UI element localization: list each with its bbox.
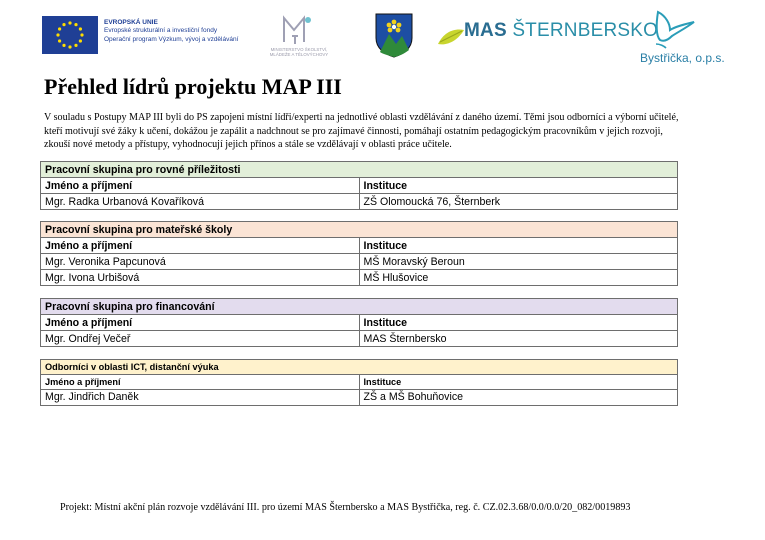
group-table-financovani	[40, 298, 678, 347]
mas-logo-text-part2: ŠTERNBERSKO	[512, 20, 659, 41]
coat-of-arms-icon	[374, 12, 414, 58]
column-header-institution: Instituce	[359, 375, 678, 390]
institution: MŠ Hlušovice	[359, 270, 678, 286]
table-row	[41, 331, 678, 347]
column-header-institution: Instituce	[359, 238, 678, 254]
msmt-logo-line1: MINISTERSTVO ŠKOLSTVÍ,	[270, 47, 328, 52]
group-table-ict	[40, 359, 678, 406]
group-title: Odborníci v oblasti ICT, distanční výuka	[41, 360, 678, 375]
person-name: Mgr. Radka Urbanová Kovaříková	[41, 194, 360, 210]
eu-logo-text	[104, 19, 254, 44]
page-title: Přehled lídrů projektu MAP III	[44, 74, 342, 99]
group-title: Pracovní skupina pro mateřské školy	[41, 222, 678, 238]
msmt-logo-text	[262, 47, 336, 57]
table-row	[41, 194, 678, 210]
msmt-logo	[262, 14, 336, 58]
person-name: Mgr. Jindřich Daněk	[41, 390, 360, 406]
table-row	[41, 270, 678, 286]
bystricka-logo	[636, 8, 732, 66]
column-header-name: Jméno a příjmení	[41, 178, 360, 194]
bystricka-logo-text: Bystřička, o.p.s.	[640, 51, 725, 65]
hummingbird-icon	[636, 8, 732, 50]
column-header-name: Jméno a příjmení	[41, 315, 360, 331]
column-header-name: Jméno a příjmení	[41, 238, 360, 254]
column-header-institution: Instituce	[359, 315, 678, 331]
footer-project-info: Projekt: Místní akční plán rozvoje vzdělávání III. pro území MAS Šternbersko a MAS Bystřička, reg. č. CZ.02.3.68/0.0/0.0/20_082/0019893	[60, 502, 631, 513]
mas-leaf-icon	[436, 18, 466, 52]
person-name: Mgr. Ivona Urbišová	[41, 270, 360, 286]
person-name: Mgr. Veronika Papcunová	[41, 254, 360, 270]
institution: ZŠ a MŠ Bohuňovice	[359, 390, 678, 406]
group-table-rovne-prilezitosti	[40, 161, 678, 210]
column-header-name: Jméno a příjmení	[41, 375, 360, 390]
table-row	[41, 254, 678, 270]
institution: ZŠ Olomoucká 76, Šternberk	[359, 194, 678, 210]
eu-logo-line1: EVROPSKÁ UNIE	[104, 19, 158, 26]
mas-logo-text-part1: MAS	[464, 20, 513, 41]
msmt-emblem-icon	[262, 14, 336, 46]
eu-flag-icon	[42, 16, 98, 54]
group-title: Pracovní skupina pro rovné příležitosti	[41, 162, 678, 178]
group-table-materske-skoly	[40, 221, 678, 286]
intro-paragraph: V souladu s Postupy MAP III byli do PS zapojeni místní lídři/experti na jednotlivé oblasti vzdělávání z daného území. Těmi jsou odborníci a výborní učitelé, kteří motivují své žáky k učení, dokážou je zapálit a nadchnout se pro zajímavé činnosti, pomáhají ostatním pedagogickým pracovníkům v jejich rozvoji, zkouší nové metody a přístupy, vyhodnocují jejich přínos a stále se vzdělávají v oblasti práce učitele.	[44, 112, 679, 150]
logo-bar	[0, 0, 765, 70]
msmt-logo-line2: MLÁDEŽE A TĚLOVÝCHOVY	[269, 52, 329, 57]
eu-logo	[42, 16, 252, 54]
eu-logo-line2: Evropské strukturální a investiční fondy	[104, 27, 218, 35]
mas-sternbersko-logo	[436, 16, 659, 50]
mas-logo-text	[464, 20, 658, 42]
table-row	[41, 390, 678, 406]
column-header-institution: Instituce	[359, 178, 678, 194]
eu-logo-line3: Operační program Výzkum, vývoj a vzdělávání	[104, 35, 239, 43]
person-name: Mgr. Ondřej Večeř	[41, 331, 360, 347]
group-title: Pracovní skupina pro financování	[41, 299, 678, 315]
institution: MŠ Moravský Beroun	[359, 254, 678, 270]
institution: MAS Šternbersko	[359, 331, 678, 347]
